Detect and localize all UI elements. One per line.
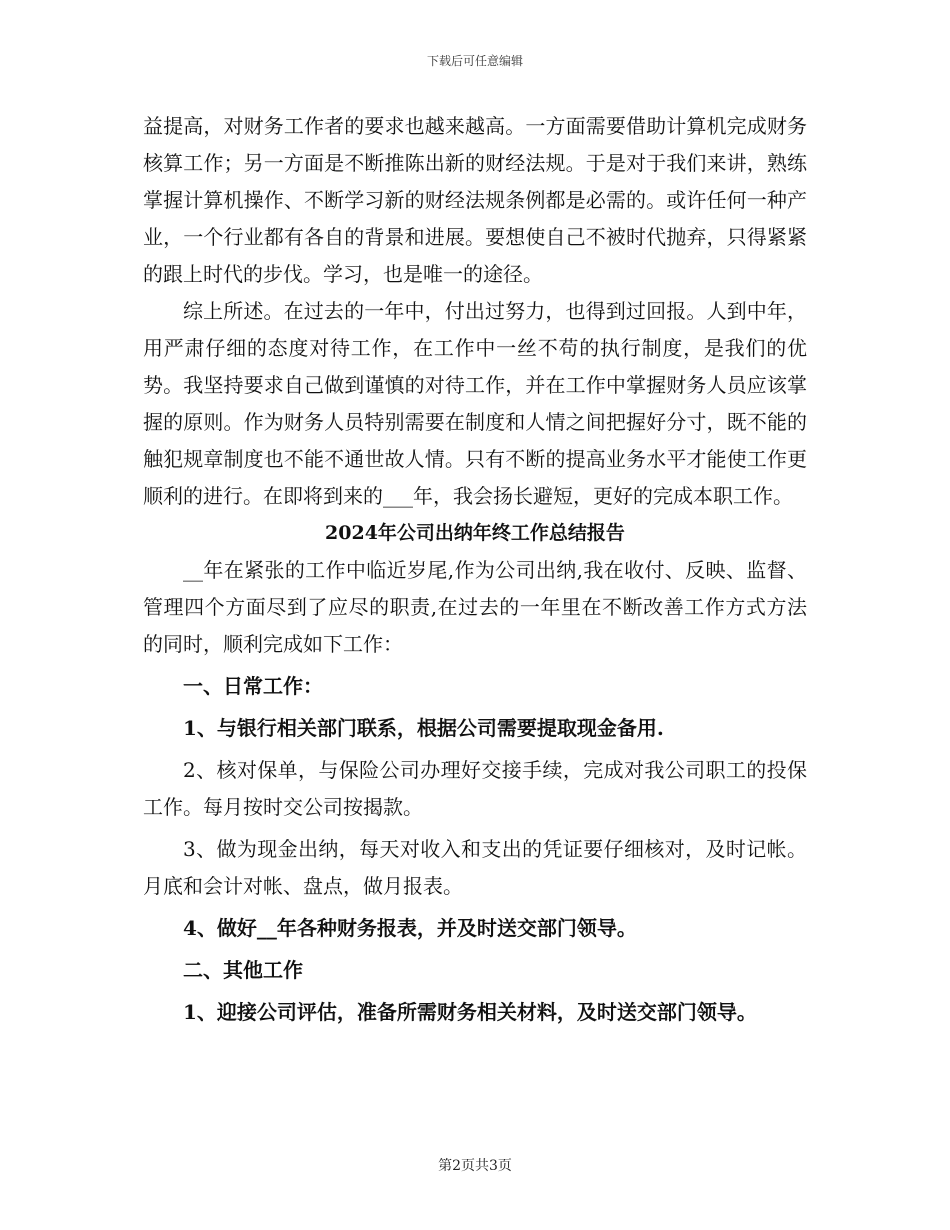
page-header: 下载后可任意编辑 bbox=[426, 54, 523, 68]
section-heading-daily-work: 一、日常工作： bbox=[183, 674, 323, 698]
page-footer: 第2页共3页 bbox=[438, 1158, 512, 1174]
list-item-bank: 1、与银行相关部门联系，根据公司需要提取现金备用. bbox=[183, 716, 664, 740]
list-item-insurance: 2、核对保单，与保险公司办理好交接手续，完成对我公司职工的投保工作。每月按时交公司按揭款。 bbox=[143, 758, 807, 819]
list-item-reports: 4、做好__年各种财务报表，并及时送交部门领导。 bbox=[183, 916, 637, 940]
paragraph-intro: __年在紧张的工作中临近岁尾,作为公司出纳,我在收付、反映、监督、管理四个方面尽到了应尽的职责,在过去的一年里在不断改善工作方式方法的同时，顺利完成如下工作： bbox=[143, 558, 807, 656]
paragraph-continued: 益提高，对财务工作者的要求也越来越高。一方面需要借助计算机完成财务核算工作；另一方面是不断推陈出新的财经法规。于是对于我们来讲，熟练掌握计算机操作、不断学习新的财经法规条例都是必需的。或许任何一种产业，一个行业都有各自的背景和进展。要想使自己不被时代抛弃，只得紧紧的跟上时代的步伐。学习，也是唯一的途径。 bbox=[143, 114, 807, 286]
list-item-evaluation: 1、迎接公司评估，准备所需财务相关材料，及时送交部门领导。 bbox=[183, 1000, 757, 1024]
list-item-cash: 3、做为现金出纳，每天对收入和支出的凭证要仔细核对，及时记帐。月底和会计对帐、盘点，做月报表。 bbox=[143, 837, 807, 898]
document-title: 2024年公司出纳年终工作总结报告 bbox=[325, 522, 625, 544]
paragraph-summary: 综上所述。在过去的一年中，付出过努力，也得到过回报。人到中年，用严肃仔细的态度对待工作，在工作中一丝不苟的执行制度，是我们的优势。我坚持要求自己做到谨慎的对待工作，并在工作中掌握财务人员应该掌握的原则。作为财务人员特别需要在制度和人情之间把握好分寸，既不能的触犯规章制度也不能不通世故人情。只有不断的提高业务水平才能使工作更顺利的进行。在即将到来的___年，我会扬长避短，更好的完成本职工作。 bbox=[143, 299, 807, 508]
section-heading-other-work: 二、其他工作 bbox=[183, 958, 303, 982]
document-body bbox=[143, 108, 807, 1031]
